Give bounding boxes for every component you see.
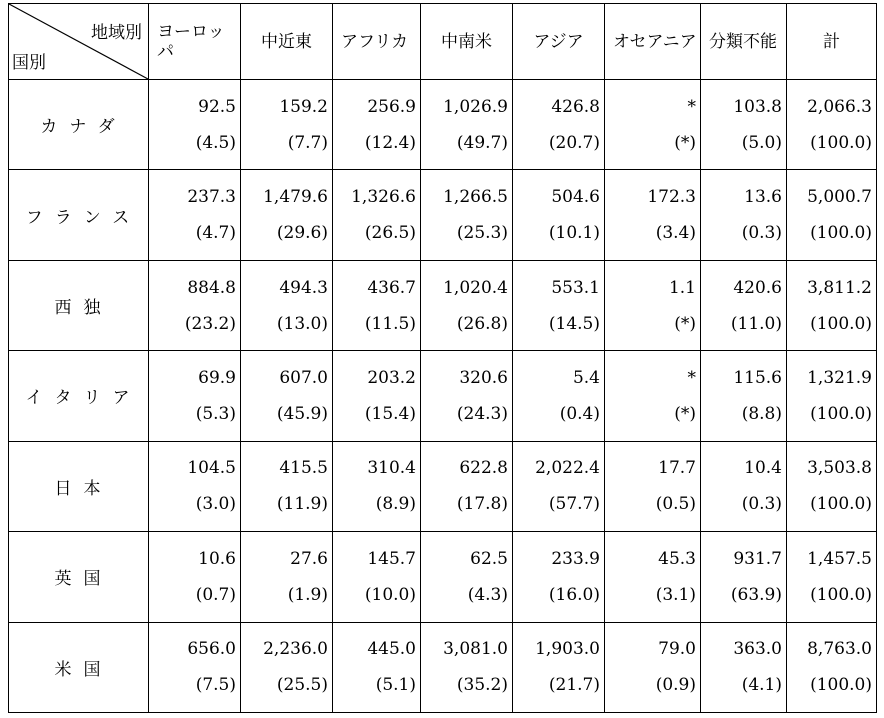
cell-oceania	[605, 170, 701, 260]
value: 1,020.4	[443, 277, 508, 298]
percent: (15.4)	[364, 403, 416, 424]
percent: (4.7)	[195, 223, 236, 244]
value: 1,321.9	[807, 367, 872, 388]
cell-africa	[333, 622, 421, 712]
value: 1,457.5	[807, 548, 872, 569]
percent: (0.3)	[741, 494, 782, 515]
value: 3,811.2	[807, 277, 872, 298]
cell-unclassified	[701, 170, 787, 260]
percent: (5.0)	[741, 132, 782, 153]
country-label: 西独	[9, 260, 149, 350]
table-row	[9, 351, 877, 441]
table-row	[9, 80, 877, 170]
value: 494.3	[279, 277, 328, 298]
percent: (13.0)	[276, 313, 328, 334]
cell-africa	[333, 351, 421, 441]
cell-africa	[333, 532, 421, 622]
percent: (*)	[674, 313, 696, 334]
cell-total	[787, 260, 877, 350]
cell-latin-america	[421, 80, 513, 170]
percent: (100.0)	[810, 494, 872, 515]
percent: (16.0)	[548, 584, 600, 605]
percent: (*)	[674, 132, 696, 153]
percent: (49.7)	[456, 132, 508, 153]
value: 79.0	[658, 639, 696, 660]
country-label: イタリア	[9, 351, 149, 441]
value: 10.6	[198, 548, 236, 569]
value: 159.2	[279, 96, 328, 117]
percent: (100.0)	[810, 223, 872, 244]
cell-asia	[513, 351, 605, 441]
value: 103.8	[733, 96, 782, 117]
cell-middle-east	[241, 260, 333, 350]
value: 233.9	[551, 548, 600, 569]
percent: (3.1)	[655, 584, 696, 605]
value: 1,479.6	[263, 187, 328, 208]
col-header-latin-america: 中南米	[421, 4, 513, 80]
percent: (20.7)	[548, 132, 600, 153]
percent: (100.0)	[810, 313, 872, 334]
value: 884.8	[187, 277, 236, 298]
value: 2,022.4	[535, 458, 600, 479]
percent: (11.9)	[276, 494, 328, 515]
percent: (26.5)	[364, 223, 416, 244]
cell-oceania	[605, 80, 701, 170]
value: 320.6	[459, 367, 508, 388]
percent: (100.0)	[810, 403, 872, 424]
table-row	[9, 532, 877, 622]
percent: (8.9)	[375, 494, 416, 515]
value: 27.6	[290, 548, 328, 569]
percent: (3.0)	[195, 494, 236, 515]
cell-africa	[333, 80, 421, 170]
col-header-unclassified: 分類不能	[701, 4, 787, 80]
percent: (0.5)	[655, 494, 696, 515]
header-row	[9, 4, 877, 80]
percent: (25.3)	[456, 223, 508, 244]
cell-total	[787, 170, 877, 260]
data-table	[8, 3, 877, 713]
cell-asia	[513, 441, 605, 531]
value: 104.5	[187, 458, 236, 479]
country-label: フランス	[9, 170, 149, 260]
percent: (12.4)	[364, 132, 416, 153]
cell-europe	[149, 80, 241, 170]
cell-africa	[333, 170, 421, 260]
value: 13.6	[744, 187, 782, 208]
cell-europe	[149, 622, 241, 712]
value: 62.5	[470, 548, 508, 569]
value: 656.0	[187, 639, 236, 660]
value: 5,000.7	[807, 187, 872, 208]
percent: (4.1)	[741, 675, 782, 696]
percent: (100.0)	[810, 675, 872, 696]
col-header-asia: アジア	[513, 4, 605, 80]
value: 115.6	[733, 367, 782, 388]
table-row	[9, 170, 877, 260]
value: 8,763.0	[807, 639, 872, 660]
value: 3,503.8	[807, 458, 872, 479]
cell-unclassified	[701, 622, 787, 712]
value: 553.1	[551, 277, 600, 298]
percent: (35.2)	[456, 675, 508, 696]
value: 3,081.0	[443, 639, 508, 660]
percent: (23.2)	[184, 313, 236, 334]
cell-oceania	[605, 351, 701, 441]
value: 1,903.0	[535, 639, 600, 660]
value: 17.7	[658, 458, 696, 479]
cell-asia	[513, 260, 605, 350]
country-label: 米国	[9, 622, 149, 712]
cell-latin-america	[421, 170, 513, 260]
value: 363.0	[733, 639, 782, 660]
value: 203.2	[367, 367, 416, 388]
percent: (17.8)	[456, 494, 508, 515]
percent: (3.4)	[655, 223, 696, 244]
value: 415.5	[279, 458, 328, 479]
value: 5.4	[572, 367, 600, 388]
table-row	[9, 260, 877, 350]
value: 436.7	[367, 277, 416, 298]
col-header-middle-east: 中近東	[241, 4, 333, 80]
cell-europe	[149, 441, 241, 531]
cell-africa	[333, 260, 421, 350]
cell-total	[787, 441, 877, 531]
country-label: カナダ	[9, 80, 149, 170]
cell-asia	[513, 80, 605, 170]
col-header-africa: アフリカ	[333, 4, 421, 80]
col-header-oceania: オセアニア	[605, 4, 701, 80]
cell-middle-east	[241, 622, 333, 712]
value: 172.3	[647, 187, 696, 208]
cell-unclassified	[701, 441, 787, 531]
cell-unclassified	[701, 80, 787, 170]
value: 622.8	[459, 458, 508, 479]
percent: (5.3)	[195, 403, 236, 424]
value: 1,326.6	[351, 187, 416, 208]
cell-total	[787, 532, 877, 622]
percent: (7.5)	[195, 675, 236, 696]
percent: (0.7)	[195, 584, 236, 605]
value: 931.7	[733, 548, 782, 569]
value: 426.8	[551, 96, 600, 117]
percent: (26.8)	[456, 313, 508, 334]
percent: (10.1)	[548, 223, 600, 244]
value: *	[687, 96, 696, 117]
cell-europe	[149, 170, 241, 260]
cell-europe	[149, 351, 241, 441]
percent: (25.5)	[276, 675, 328, 696]
cell-europe	[149, 532, 241, 622]
cell-europe	[149, 260, 241, 350]
country-label: 英国	[9, 532, 149, 622]
cell-total	[787, 80, 877, 170]
percent: (4.3)	[467, 584, 508, 605]
cell-latin-america	[421, 351, 513, 441]
cell-middle-east	[241, 80, 333, 170]
cell-unclassified	[701, 260, 787, 350]
value: 2,066.3	[807, 96, 872, 117]
percent: (11.0)	[730, 313, 782, 334]
cell-latin-america	[421, 260, 513, 350]
value: 10.4	[744, 458, 782, 479]
corner-country-label: 国別	[12, 53, 46, 73]
cell-africa	[333, 441, 421, 531]
percent: (63.9)	[730, 584, 782, 605]
value: *	[687, 367, 696, 388]
cell-latin-america	[421, 441, 513, 531]
cell-asia	[513, 170, 605, 260]
value: 420.6	[733, 277, 782, 298]
cell-total	[787, 351, 877, 441]
percent: (10.0)	[364, 584, 416, 605]
percent: (*)	[674, 403, 696, 424]
percent: (4.5)	[195, 132, 236, 153]
percent: (14.5)	[548, 313, 600, 334]
cell-oceania	[605, 532, 701, 622]
percent: (7.7)	[287, 132, 328, 153]
cell-middle-east	[241, 170, 333, 260]
percent: (24.3)	[456, 403, 508, 424]
value: 69.9	[198, 367, 236, 388]
value: 256.9	[367, 96, 416, 117]
value: 445.0	[367, 639, 416, 660]
cell-latin-america	[421, 622, 513, 712]
cell-middle-east	[241, 351, 333, 441]
percent: (0.9)	[655, 675, 696, 696]
cell-oceania	[605, 622, 701, 712]
percent: (29.6)	[276, 223, 328, 244]
cell-oceania	[605, 441, 701, 531]
corner-region-label: 地域別	[91, 23, 142, 43]
cell-asia	[513, 622, 605, 712]
value: 45.3	[658, 548, 696, 569]
col-header-europe: ヨーロッパ	[149, 4, 241, 80]
cell-unclassified	[701, 532, 787, 622]
percent: (21.7)	[548, 675, 600, 696]
table-row	[9, 622, 877, 712]
value: 504.6	[551, 187, 600, 208]
percent: (8.8)	[741, 403, 782, 424]
country-label: 日本	[9, 441, 149, 531]
cell-asia	[513, 532, 605, 622]
value: 1.1	[668, 277, 696, 298]
value: 237.3	[187, 187, 236, 208]
table-row	[9, 441, 877, 531]
col-header-total: 計	[787, 4, 877, 80]
value: 2,236.0	[263, 639, 328, 660]
value: 607.0	[279, 367, 328, 388]
percent: (11.5)	[364, 313, 416, 334]
percent: (45.9)	[276, 403, 328, 424]
percent: (0.4)	[559, 403, 600, 424]
percent: (0.3)	[741, 223, 782, 244]
percent: (57.7)	[548, 494, 600, 515]
cell-total	[787, 622, 877, 712]
cell-middle-east	[241, 441, 333, 531]
percent: (1.9)	[287, 584, 328, 605]
value: 1,266.5	[443, 187, 508, 208]
cell-latin-america	[421, 532, 513, 622]
cell-middle-east	[241, 532, 333, 622]
value: 310.4	[367, 458, 416, 479]
percent: (100.0)	[810, 584, 872, 605]
cell-oceania	[605, 260, 701, 350]
cell-unclassified	[701, 351, 787, 441]
corner-cell	[9, 4, 149, 80]
percent: (100.0)	[810, 132, 872, 153]
percent: (5.1)	[375, 675, 416, 696]
value: 92.5	[198, 96, 236, 117]
value: 145.7	[367, 548, 416, 569]
value: 1,026.9	[443, 96, 508, 117]
